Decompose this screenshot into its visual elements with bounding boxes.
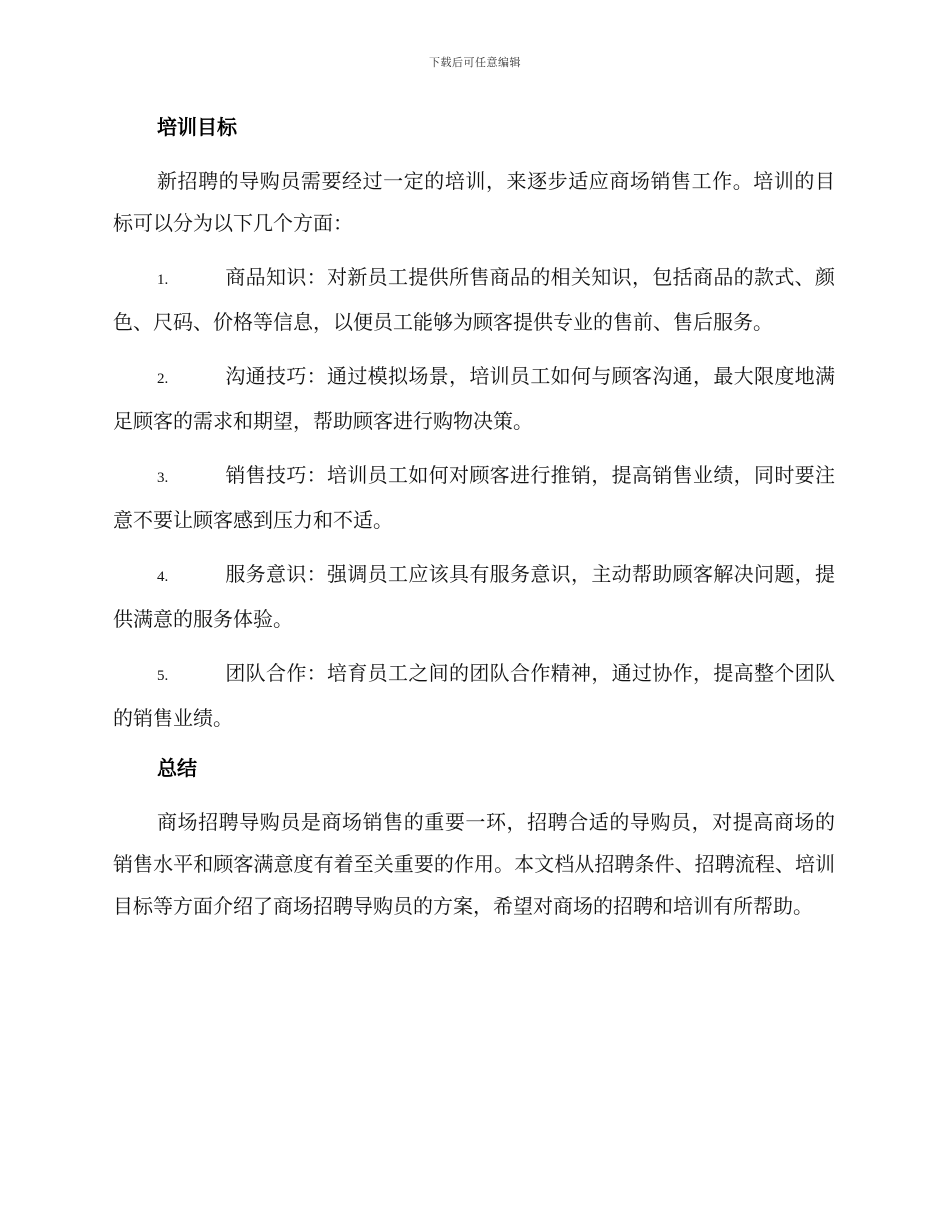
list-item-number: 3. [157,470,169,486]
list-item [113,256,835,343]
document-body [113,110,835,927]
header-note: 下载后可任意编辑 [429,56,521,69]
list-item [113,454,835,541]
section-title-summary: 总结 [157,756,197,780]
section-title-training: 培训目标 [157,115,237,139]
training-intro: 新招聘的导购员需要经过一定的培训，来逐步适应商场销售工作。培训的目标可以分为以下几个方面： [113,169,835,235]
list-item [113,355,835,442]
list-item-text: 沟通技巧：通过模拟场景，培训员工如何与顾客沟通，最大限度地满足顾客的需求和期望，帮助顾客进行购物决策。 [113,364,835,433]
list-item-number: 4. [157,569,169,585]
list-item-number: 2. [157,371,169,387]
list-item [113,553,835,640]
summary-body: 商场招聘导购员是商场销售的重要一环，招聘合适的导购员，对提高商场的销售水平和顾客满意度有着至关重要的作用。本文档从招聘条件、招聘流程、培训目标等方面介绍了商场招聘导购员的方案，希望对商场的招聘和培训有所帮助。 [113,810,835,918]
list-item-number: 5. [157,668,169,684]
list-item-text: 服务意识：强调员工应该具有服务意识，主动帮助顾客解决问题，提供满意的服务体验。 [113,562,835,631]
list-item-text: 商品知识：对新员工提供所售商品的相关知识，包括商品的款式、颜色、尺码、价格等信息，以便员工能够为顾客提供专业的售前、售后服务。 [113,265,835,334]
list-item-text: 销售技巧：培训员工如何对顾客进行推销，提高销售业绩，同时要注意不要让顾客感到压力和不适。 [113,463,835,532]
list-item-number: 1. [157,272,169,288]
list-item-text: 团队合作：培育员工之间的团队合作精神，通过协作，提高整个团队的销售业绩。 [113,661,835,730]
list-item [113,652,835,739]
